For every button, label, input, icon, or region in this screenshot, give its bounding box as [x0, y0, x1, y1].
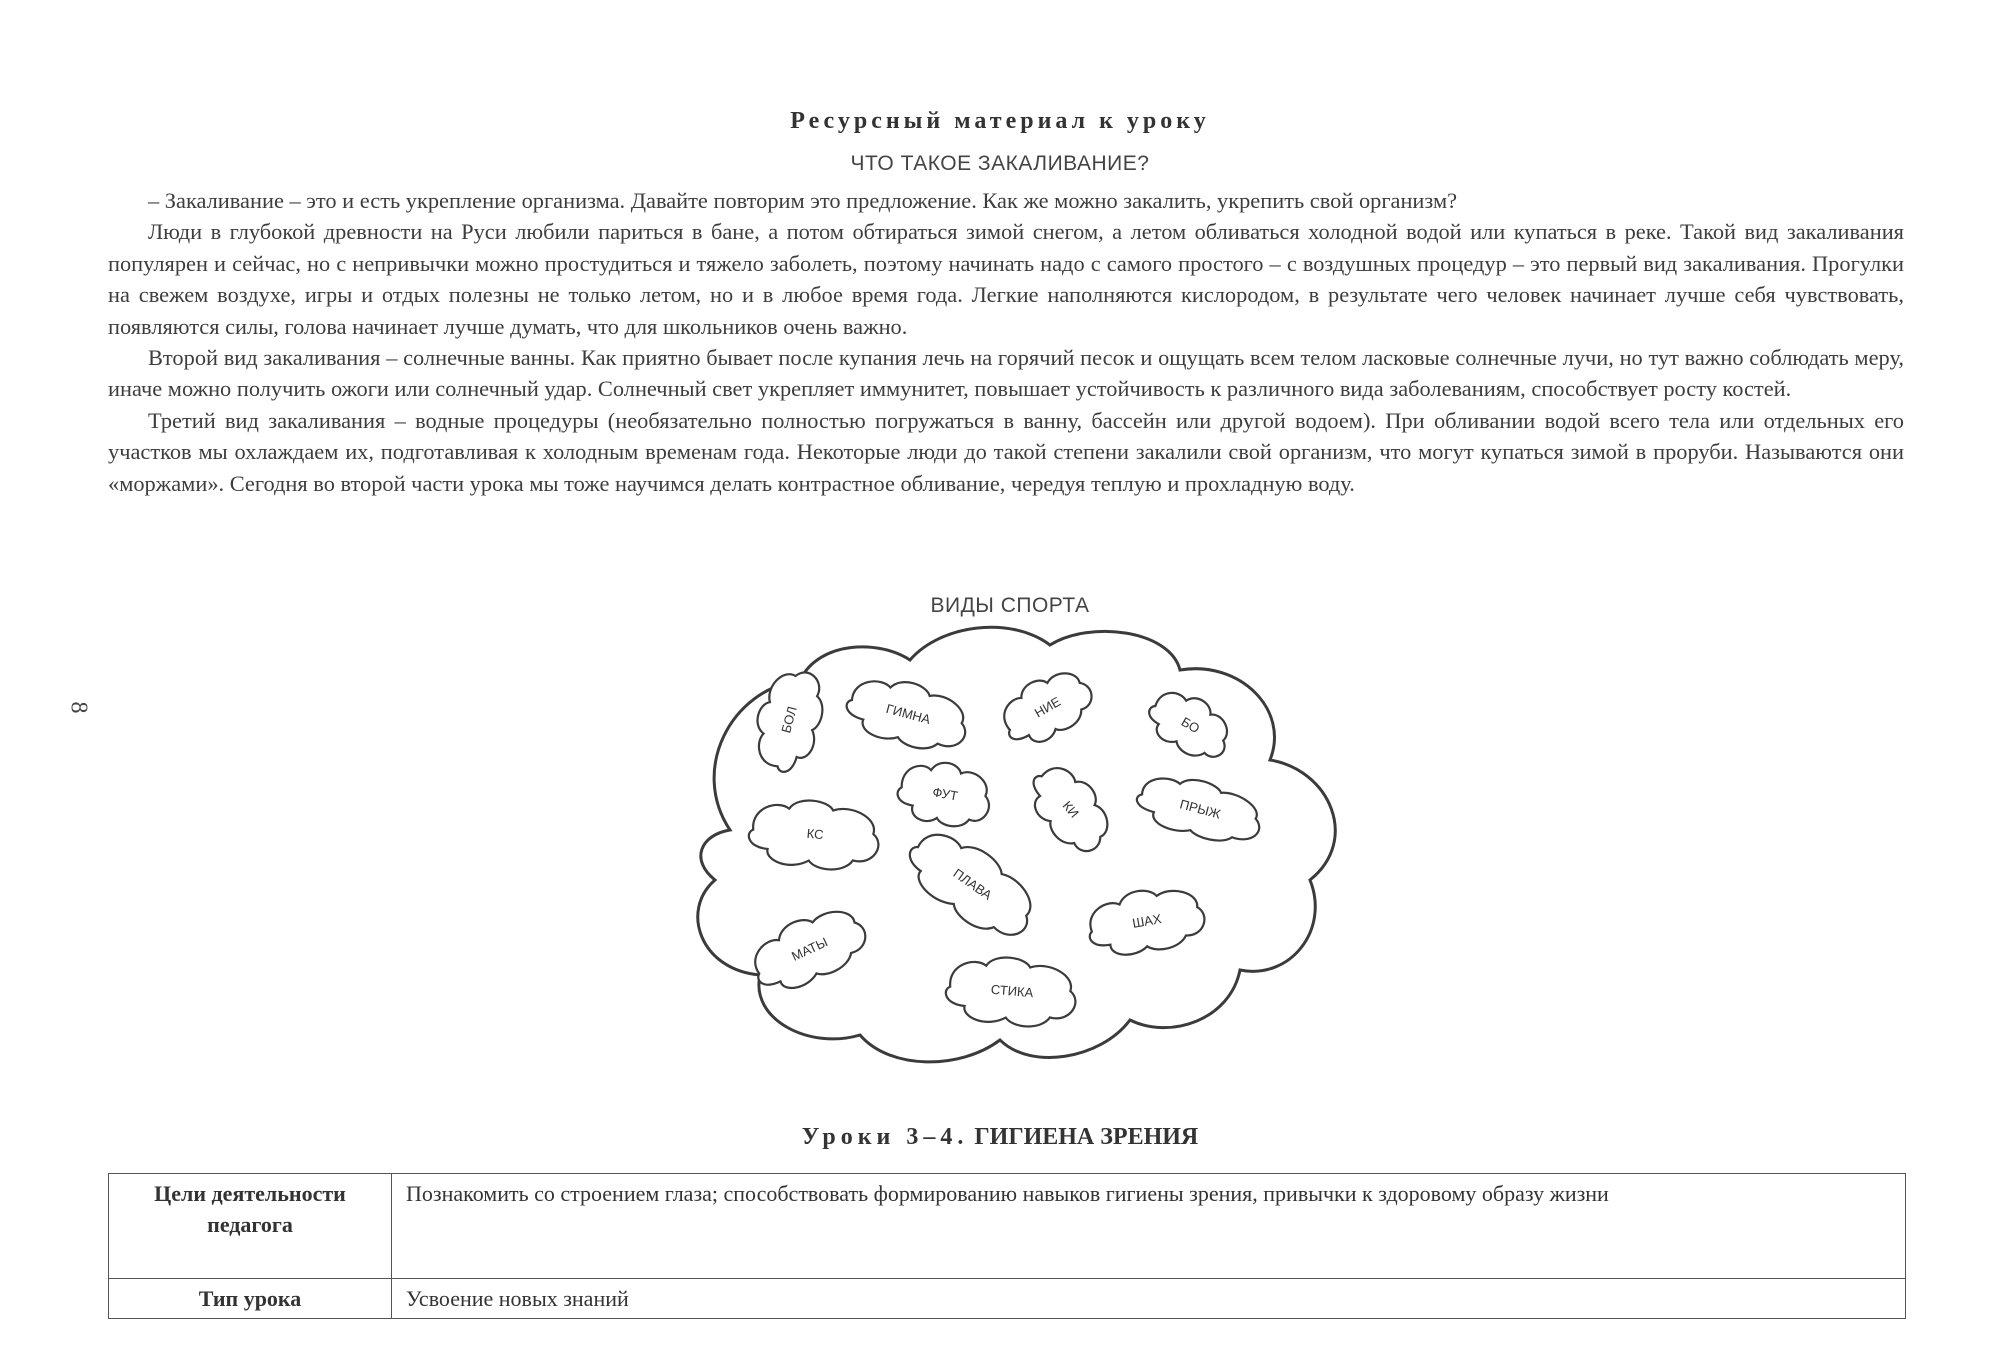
paragraph: – Закаливание – это и есть укрепление организма. Давайте повторим это предложение. Как же можно закалить, укрепить свой организм?	[148, 188, 1458, 213]
row-value: Усвоение новых знаний	[392, 1279, 1906, 1319]
fragment-label: КИ	[1059, 798, 1082, 821]
row-value: Познакомить со строением глаза; способствовать формированию навыков гигиены зрения, привычки к здоровому образу жизни	[392, 1174, 1906, 1279]
paragraph: Третий вид закаливания – водные процедуры (необязательно полностью погружаться в ванну, бассейн или другой водоем). При обливании водой всего тела или отдельных его участков мы охлаждаем их, подготавливая к холодным временам года. Некоторые люди до такой степени закалили свой организм, что могут купаться зимой в проруби. Называются они «моржами». Сегодня во второй части урока мы тоже научимся делать контрастное обливание, чередуя теплую и прохладную воду.	[108, 407, 1904, 496]
lesson-info-table	[108, 1173, 1906, 1319]
page-number: 8	[65, 701, 92, 714]
paragraph: Второй вид закаливания – солнечные ванны. Как приятно бывает после купания лечь на горячий песок и ощущать всем телом ласковые солнечные лучи, но тут важно соблюдать меру, иначе можно получить ожоги или солнечный удар. Солнечный свет укрепляет иммунитет, повышает устойчивость к различного вида заболеваниям, способствует росту костей.	[108, 345, 1904, 402]
fragment-label: ПРЫЖ	[1178, 796, 1223, 822]
fragment-label: ФУТ	[931, 784, 960, 804]
subtitle: ЧТО ТАКОЕ ЗАКАЛИВАНИЕ?	[850, 152, 1150, 175]
fragment-label: СТИКА	[990, 981, 1034, 1001]
fragment-label: ГИМНА	[884, 700, 933, 728]
row-label: Цели деятельности педагога	[109, 1174, 392, 1279]
body-text	[108, 185, 1904, 499]
cloud-title: ВИДЫ СПОРТА	[930, 594, 1090, 617]
fragment-label: КС	[806, 825, 825, 843]
fragment-label: БОЛ	[778, 704, 800, 735]
section-title: Ресурсный материал к уроку	[790, 108, 1210, 134]
sports-word-cloud	[670, 620, 1370, 1080]
table-row	[109, 1279, 1906, 1319]
fragment-label: МАТЫ	[789, 934, 830, 964]
lesson-title	[0, 1124, 2000, 1151]
fragment-label: ПЛАВА	[950, 865, 995, 903]
row-label: Тип урока	[109, 1279, 392, 1319]
lesson-title-main: ГИГИЕНА ЗРЕНИЯ	[974, 1124, 1199, 1150]
fragment-label: БО	[1178, 713, 1203, 737]
lesson-title-prefix: Уроки 3–4.	[801, 1124, 969, 1150]
fragment-label: НИЕ	[1031, 693, 1064, 721]
fragment-label: ШАХ	[1131, 911, 1163, 931]
paragraph: Люди в глубокой древности на Руси любили париться в бане, а потом обтираться зимой снегом, а летом обливаться холодной водой или купаться в реке. Такой вид закаливания популярен и сейчас, но с непривычки можно простудиться и тяжело заболеть, поэтому начинать надо с самого простого – с воздушных процедур – это первый вид закаливания. Прогулки на свежем воздухе, игры и отдых полезны не только летом, но и в любое время года. Легкие наполняются кислородом, в результате чего человек начинает лучше себя чувствовать, появляются силы, голова начинает лучше думать, что для школьников очень важно.	[108, 219, 1904, 339]
table-row	[109, 1174, 1906, 1279]
